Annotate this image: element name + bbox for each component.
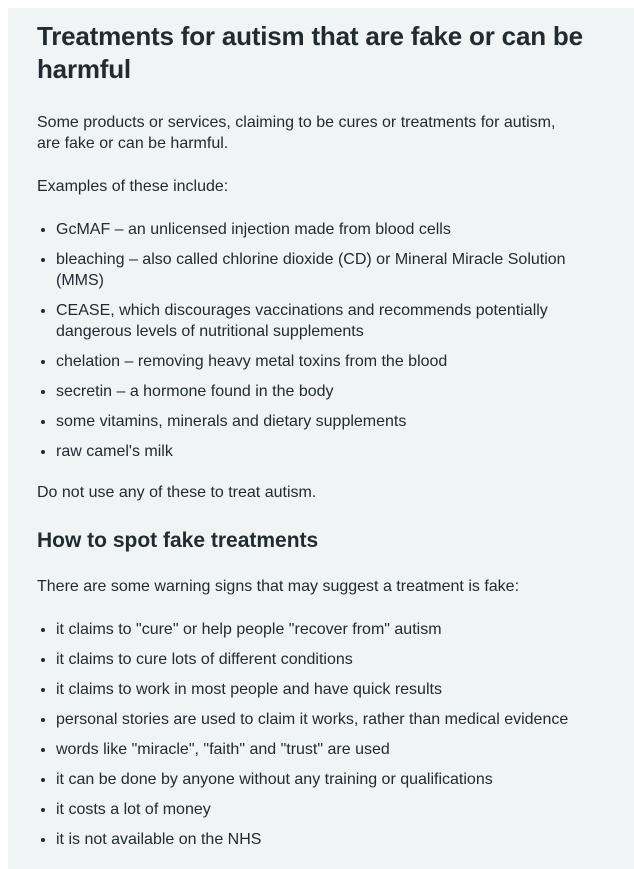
list-item: • it claims to "cure" or help people "recover from" autism bbox=[56, 619, 586, 640]
list-item: • CEASE, which discourages vaccinations and recommends potentially dangerous levels of nutritional supplements bbox=[56, 300, 586, 342]
intro-paragraph: Some products or services, claiming to be cures or treatments for autism, are fake or can be harmful. bbox=[37, 114, 556, 152]
list-item: • some vitamins, minerals and dietary supplements bbox=[56, 411, 586, 432]
list-item: • it claims to work in most people and have quick results bbox=[56, 679, 586, 700]
page-title: Treatments for autism that are fake or can be harmful bbox=[37, 21, 583, 84]
fake-treatments-list bbox=[37, 219, 586, 462]
list-item: • GcMAF – an unlicensed injection made from blood cells bbox=[56, 219, 586, 240]
section-heading-spot-fake-treatments: How to spot fake treatments bbox=[37, 529, 319, 552]
list-item: • it costs a lot of money bbox=[56, 799, 586, 820]
warning-paragraph: Do not use any of these to treat autism. bbox=[37, 484, 317, 501]
list-item: • it claims to cure lots of different conditions bbox=[56, 649, 586, 670]
warning-signs-lead-paragraph: There are some warning signs that may suggest a treatment is fake: bbox=[37, 578, 520, 595]
list-item: • chelation – removing heavy metal toxins from the blood bbox=[56, 351, 586, 372]
examples-lead-paragraph: Examples of these include: bbox=[37, 178, 229, 195]
warning-signs-list bbox=[37, 619, 586, 850]
list-item: • it is not available on the NHS bbox=[56, 829, 586, 850]
list-item: • secretin – a hormone found in the body bbox=[56, 381, 586, 402]
list-item: • raw camel's milk bbox=[56, 441, 586, 462]
list-item: • it can be done by anyone without any training or qualifications bbox=[56, 769, 586, 790]
list-item: • words like "miracle", "faith" and "trust" are used bbox=[56, 739, 586, 760]
list-item: • bleaching – also called chlorine dioxide (CD) or Mineral Miracle Solution (MMS) bbox=[56, 249, 586, 291]
list-item: • personal stories are used to claim it works, rather than medical evidence bbox=[56, 709, 586, 730]
article-panel bbox=[8, 8, 634, 869]
